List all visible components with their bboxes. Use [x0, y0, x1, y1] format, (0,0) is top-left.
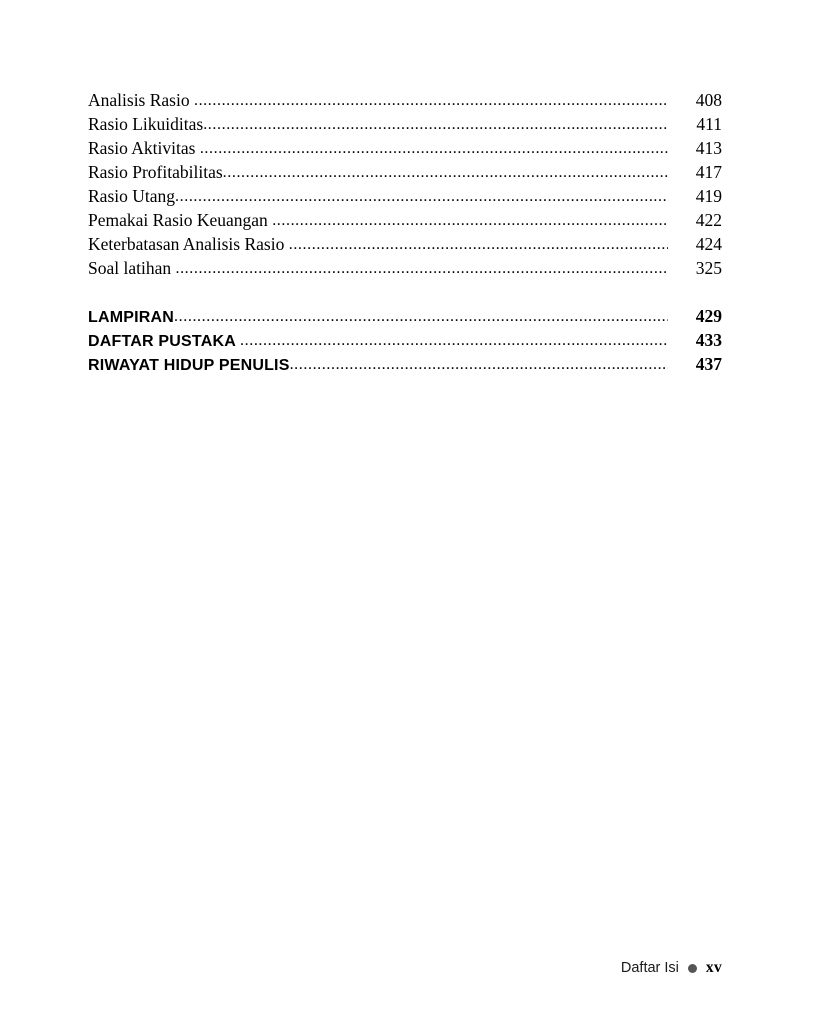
toc-entry-title: Pemakai Rasio Keuangan	[88, 210, 273, 230]
toc-entry-page-number: 429	[695, 306, 722, 326]
toc-entry[interactable]	[88, 208, 722, 232]
toc-entry-title: RIWAYAT HIDUP PENULIS	[88, 357, 290, 374]
toc-entry-title: Soal latihan	[88, 258, 176, 278]
table-of-contents	[88, 88, 722, 376]
toc-entry-title: Keterbatasan Analisis Rasio	[88, 234, 289, 254]
toc-entry[interactable]	[88, 256, 722, 280]
toc-entry-title: DAFTAR PUSTAKA	[88, 333, 241, 350]
dot-leader	[289, 233, 668, 257]
toc-entry-title: Analisis Rasio	[88, 90, 194, 110]
toc-entry[interactable]	[88, 88, 722, 112]
toc-entry-page-number: 437	[695, 354, 722, 374]
toc-entry[interactable]	[88, 232, 722, 256]
dot-leader	[203, 113, 668, 137]
toc-entry[interactable]	[88, 304, 722, 328]
toc-entry[interactable]	[88, 136, 722, 160]
dot-leader	[174, 305, 668, 329]
toc-entry-page-number: 325	[695, 258, 722, 278]
toc-entry-title: Rasio Utang	[88, 186, 176, 206]
page-footer	[621, 959, 722, 977]
toc-entry-page-number: 422	[695, 210, 722, 230]
filled-circle-icon	[688, 964, 697, 973]
dot-leader	[240, 329, 668, 353]
dot-leader	[175, 185, 668, 209]
dot-leader	[175, 257, 668, 281]
toc-entry[interactable]	[88, 328, 722, 352]
toc-entry-page-number: 433	[695, 330, 722, 350]
toc-entry[interactable]	[88, 160, 722, 184]
toc-entry[interactable]	[88, 112, 722, 136]
toc-entry-page-number: 424	[695, 234, 722, 254]
toc-entry-page-number: 408	[695, 90, 722, 110]
toc-entry-title: Rasio Likuiditas	[88, 114, 204, 134]
dot-leader	[200, 137, 668, 161]
dot-leader	[223, 161, 668, 185]
footer-page-number: xv	[705, 959, 722, 976]
toc-group-back-matter	[88, 304, 722, 376]
dot-leader	[194, 89, 668, 113]
toc-entry-title: Rasio Profitabilitas	[88, 162, 223, 182]
toc-entry-page-number: 417	[695, 162, 722, 182]
toc-entry-page-number: 419	[695, 186, 722, 206]
toc-entry[interactable]	[88, 352, 722, 376]
dot-leader	[272, 209, 668, 233]
toc-entry-page-number: 411	[696, 114, 722, 134]
toc-entry-title: Rasio Aktivitas	[88, 138, 200, 158]
toc-entry[interactable]	[88, 184, 722, 208]
dot-leader	[290, 353, 668, 377]
toc-entry-page-number: 413	[695, 138, 722, 158]
toc-group-chapter-entries	[88, 88, 722, 280]
footer-section-label: Daftar Isi	[620, 960, 679, 976]
toc-entry-title: LAMPIRAN	[88, 309, 175, 326]
